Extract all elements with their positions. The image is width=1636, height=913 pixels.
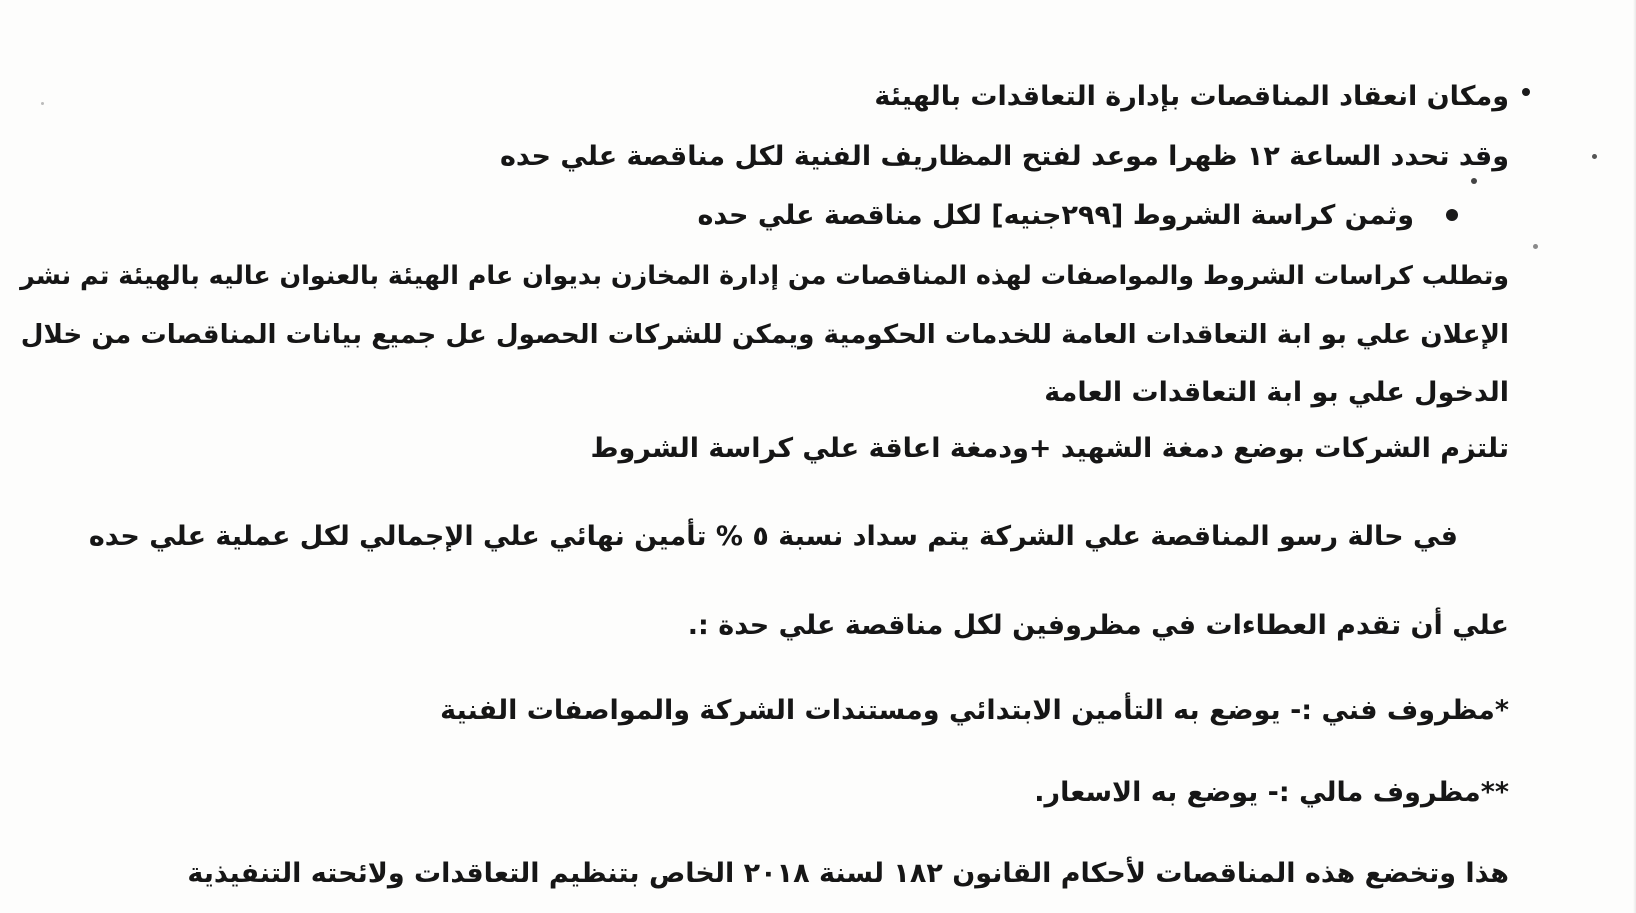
text-line-venue: ومكان انعقاد المناقصات بإدارة التعاقدات بالهيئة [874,81,1509,112]
text-line-final-insurance: في حالة رسو المناقصة علي الشركة يتم سداد نسبة ٥ % تأمين نهائي علي الإجمالي لكل عملية علي حده [88,521,1458,552]
scan-speck [41,102,44,105]
text-line-booklet-request-2: الإعلان علي بو ابة التعاقدات العامة للخدمات الحكومية ويمكن للشركات الحصول عل جميع بيانات المناقصات من خلال [20,320,1509,350]
text-line-booklet-price: وثمن كراسة الشروط [٢٩٩جنيه] لكل مناقصة علي حده [697,200,1414,231]
text-line-stamps: تلتزم الشركات بوضع دمغة الشهيد +ودمغة اعاقة علي كراسة الشروط [590,433,1509,464]
text-line-envelopes: علي أن تقدم العطاءات في مظروفين لكل مناقصة علي حدة :. [687,610,1509,641]
scan-speck [1471,178,1477,184]
scan-speck [1592,154,1597,159]
scan-speck [1533,244,1538,249]
text-line-booklet-request-3: الدخول علي بو ابة التعاقدات العامة [1044,377,1509,408]
text-line-financial-envelope: **مظروف مالي :- يوضع به الاسعار. [1034,777,1509,808]
bullet-icon [1522,88,1530,96]
text-line-opening-time: وقد تحدد الساعة ١٢ ظهرا موعد لفتح المظاريف الفنية لكل مناقصة علي حده [499,141,1509,172]
text-line-booklet-request-1: وتطلب كراسات الشروط والمواصفات لهذه المناقصات من إدارة المخازن بديوان عام الهيئة بالعنوان عاليه بالهيئة تم نشر [20,260,1509,290]
text-line-law-reference: هذا وتخضع هذه المناقصات لأحكام القانون ١٨٢ لسنة ٢٠١٨ الخاص بتنظيم التعاقدات ولائحته التنفيذية [187,858,1509,889]
text-line-technical-envelope: *مظروف فني :- يوضع به التأمين الابتدائي ومستندات الشركة والمواصفات الفنية [440,695,1509,726]
bullet-icon [1446,209,1458,221]
